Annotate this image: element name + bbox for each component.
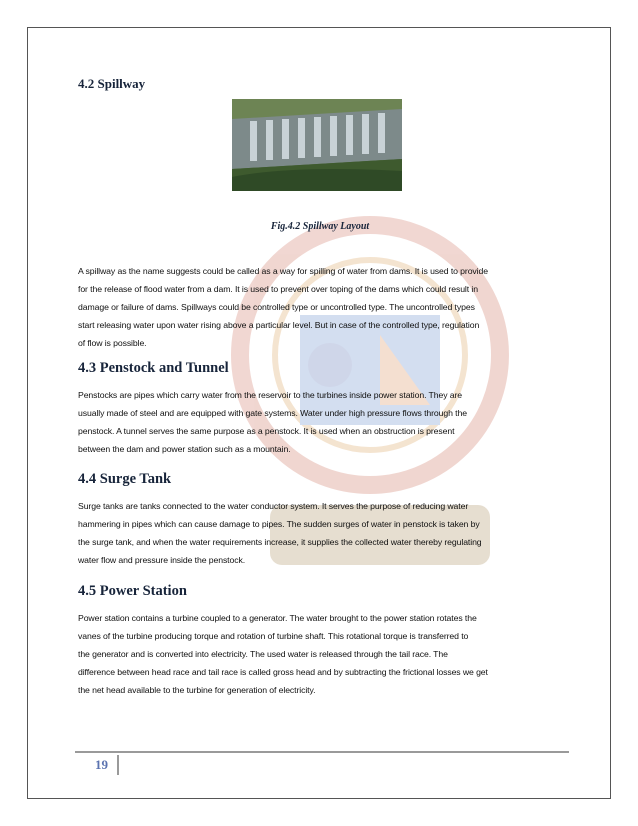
text-line: the net head available to the turbine for generation of electricity. [78, 685, 316, 695]
text-line: difference between head race and tail race is called gross head and by subtracting the frictional losses we get [78, 667, 488, 677]
page-number: 19 [95, 757, 108, 772]
text-line: hammering in pipes which can cause damage to pipes. The sudden surges of water in penstock is taken by [78, 519, 480, 529]
section-title-penstock: 4.3 Penstock and Tunnel [78, 360, 229, 376]
figure-caption: Fig.4.2 Spillway Layout [270, 221, 370, 232]
section-title-power-station: 4.5 Power Station [78, 583, 187, 599]
page-number-divider [117, 755, 119, 775]
text-line: damage or failure of dams. Spillways could be controlled type or uncontrolled type. The uncontrolled types [78, 302, 475, 312]
paragraph-surge-tank [78, 497, 562, 569]
spillway-photo [232, 99, 402, 191]
text-line: vanes of the turbine producing torque and rotation of turbine shaft. This rotational torque is transferred to [78, 631, 469, 641]
text-line: Power station contains a turbine coupled to a generator. The water brought to the power station rotates the [78, 613, 477, 623]
text-line: water flow and pressure inside the penstock. [78, 555, 246, 565]
section-title-spillway: 4.2 Spillway [78, 76, 146, 91]
text-line: usually made of steel and are equipped with gate systems. Water under high pressure flows through the [78, 408, 467, 418]
text-line: for the release of flood water from a dam. It is used to prevent over toping of the dams which could result in [78, 284, 478, 294]
footer-rule [75, 751, 569, 753]
text-line: penstock. A tunnel serves the same purpose as a penstock. It is used when an obstruction is present [78, 426, 455, 436]
text-line: of flow is possible. [78, 338, 147, 348]
text-line: Penstocks are pipes which carry water from the reservoir to the turbines inside power station. They are [78, 390, 463, 400]
text-line: the surge tank, and when the water requirements increase, it supplies the collected water thereby regulating [78, 537, 482, 547]
text-line: between the dam and power station such as a mountain. [78, 444, 291, 454]
text-line: start releasing water upon water rising above a particular level. But in case of the controlled type, regulation [78, 320, 480, 330]
paragraph-penstock [78, 386, 562, 458]
section-title-surge-tank: 4.4 Surge Tank [78, 471, 172, 487]
text-line: Surge tanks are tanks connected to the water conductor system. It serves the purpose of reducing water [78, 501, 469, 511]
paragraph-power-station [78, 609, 562, 699]
text-line: A spillway as the name suggests could be called as a way for spilling of water from dams. It is used to provide [78, 266, 488, 276]
paragraph-spillway [78, 262, 562, 352]
text-line: the generator and is converted into electricity. The used water is released through the tail race. The [78, 649, 448, 659]
